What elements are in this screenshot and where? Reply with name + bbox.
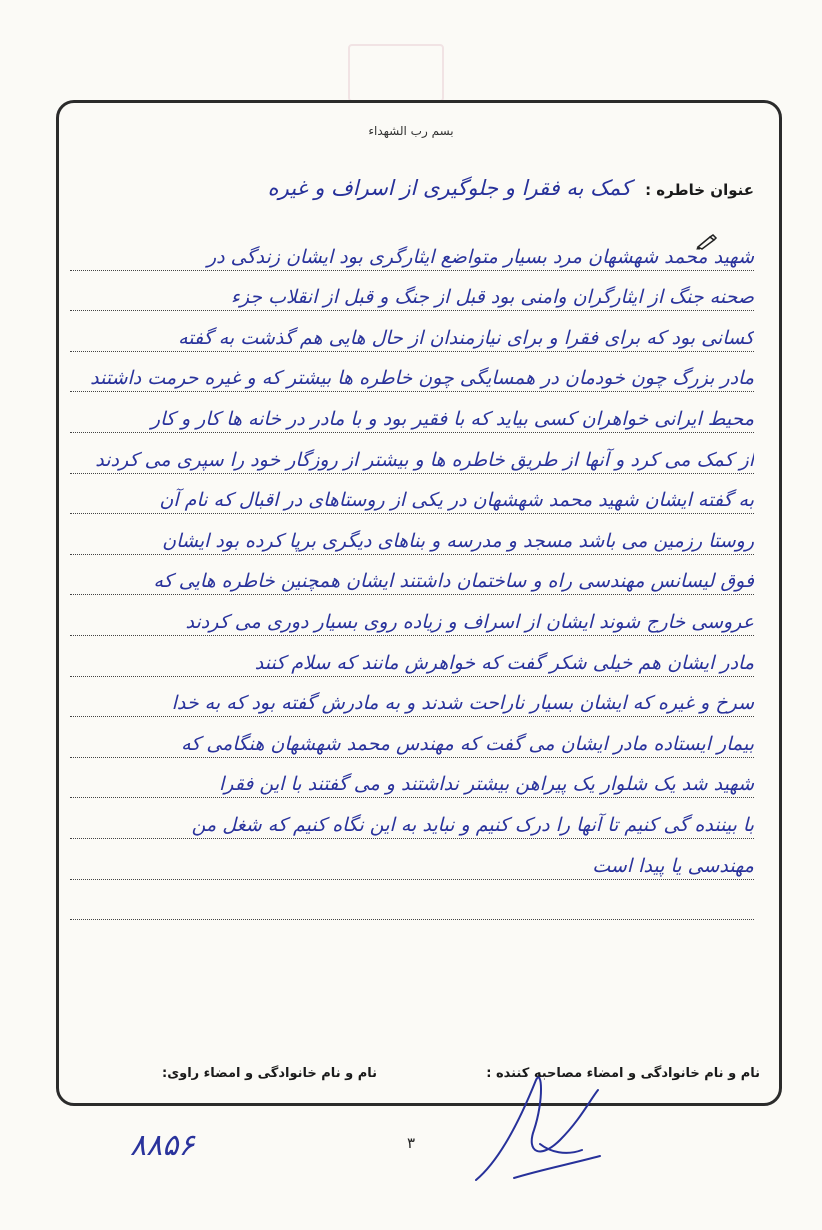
body-line: شهید شد یک شلوار یک پیراهن بیشتر نداشتند و می گفتند با این فقرا — [70, 758, 754, 799]
body-line: کسانی بود که برای فقرا و برای نیازمندان از حال هایی هم گذشت به گفته — [70, 311, 754, 352]
body-line: مادر بزرگ چون خودمان در همسایگی چون خاطره ها بیشتر که و غیره حرمت داشتند — [70, 352, 754, 393]
handwritten-signature — [470, 1060, 610, 1194]
narrator-signature-label: نام و نام خانوادگی و امضاء راوی: — [162, 1066, 377, 1081]
memory-title-label: عنوان خاطره : — [645, 181, 754, 199]
body-line: سرخ و غیره که ایشان بسیار ناراحت شدند و به مادرش گفته بود که به خدا — [70, 677, 754, 718]
body-line: از کمک می کرد و آنها از طریق خاطره ها و بیشتر از روزگار خود را سپری می کردند — [70, 433, 754, 474]
body-line — [70, 880, 754, 921]
memory-body — [70, 230, 754, 960]
body-line: محیط ایرانی خواهران کسی بیاید که با فقیر بود و با مادر در خانه ها کار و کار — [70, 392, 754, 433]
memory-title-row — [268, 176, 754, 200]
body-line — [70, 920, 754, 960]
body-line: مهندسی یا پیدا است — [70, 839, 754, 880]
faded-stamp — [348, 44, 444, 102]
page-number: ۳ — [407, 1134, 416, 1152]
body-line: شهید محمد شهشهان مرد بسیار متواضع ایثارگری بود ایشان زندگی در — [70, 230, 754, 271]
body-line: مادر ایشان هم خیلی شکر گفت که خواهرش مانند که سلام کنند — [70, 636, 754, 677]
body-line: روستا رزمین می باشد مسجد و مدرسه و بناهای دیگری برپا کرده بود ایشان — [70, 514, 754, 555]
page-header-title: بسم رب الشهداء — [368, 124, 454, 138]
body-line: صحنه جنگ از ایثارگران وامنی بود قبل از جنگ و قبل از انقلاب جزء — [70, 271, 754, 312]
body-line: با بیننده گی کنیم تا آنها را درک کنیم و نباید به این نگاه کنیم که شغل من — [70, 798, 754, 839]
body-line: فوق لیسانس مهندسی راه و ساختمان داشتند ایشان همچنین خاطره هایی که — [70, 555, 754, 596]
interviewer-signature-label: نام و نام خانوادگی و امضاء مصاحبه کننده : — [486, 1066, 760, 1081]
body-line: عروسی خارج شوند ایشان از اسراف و زیاده روی بسیار دوری می کردند — [70, 595, 754, 636]
body-line: به گفته ایشان شهید محمد شهشهان در یکی از روستاهای در اقبال که نام آن — [70, 474, 754, 515]
handwritten-note: ۸۸۵۶ — [130, 1128, 195, 1163]
body-line: بیمار ایستاده مادر ایشان می گفت که مهندس محمد شهشهان هنگامی که — [70, 717, 754, 758]
memory-title-value: کمک به فقرا و جلوگیری از اسراف و غیره — [267, 176, 632, 200]
